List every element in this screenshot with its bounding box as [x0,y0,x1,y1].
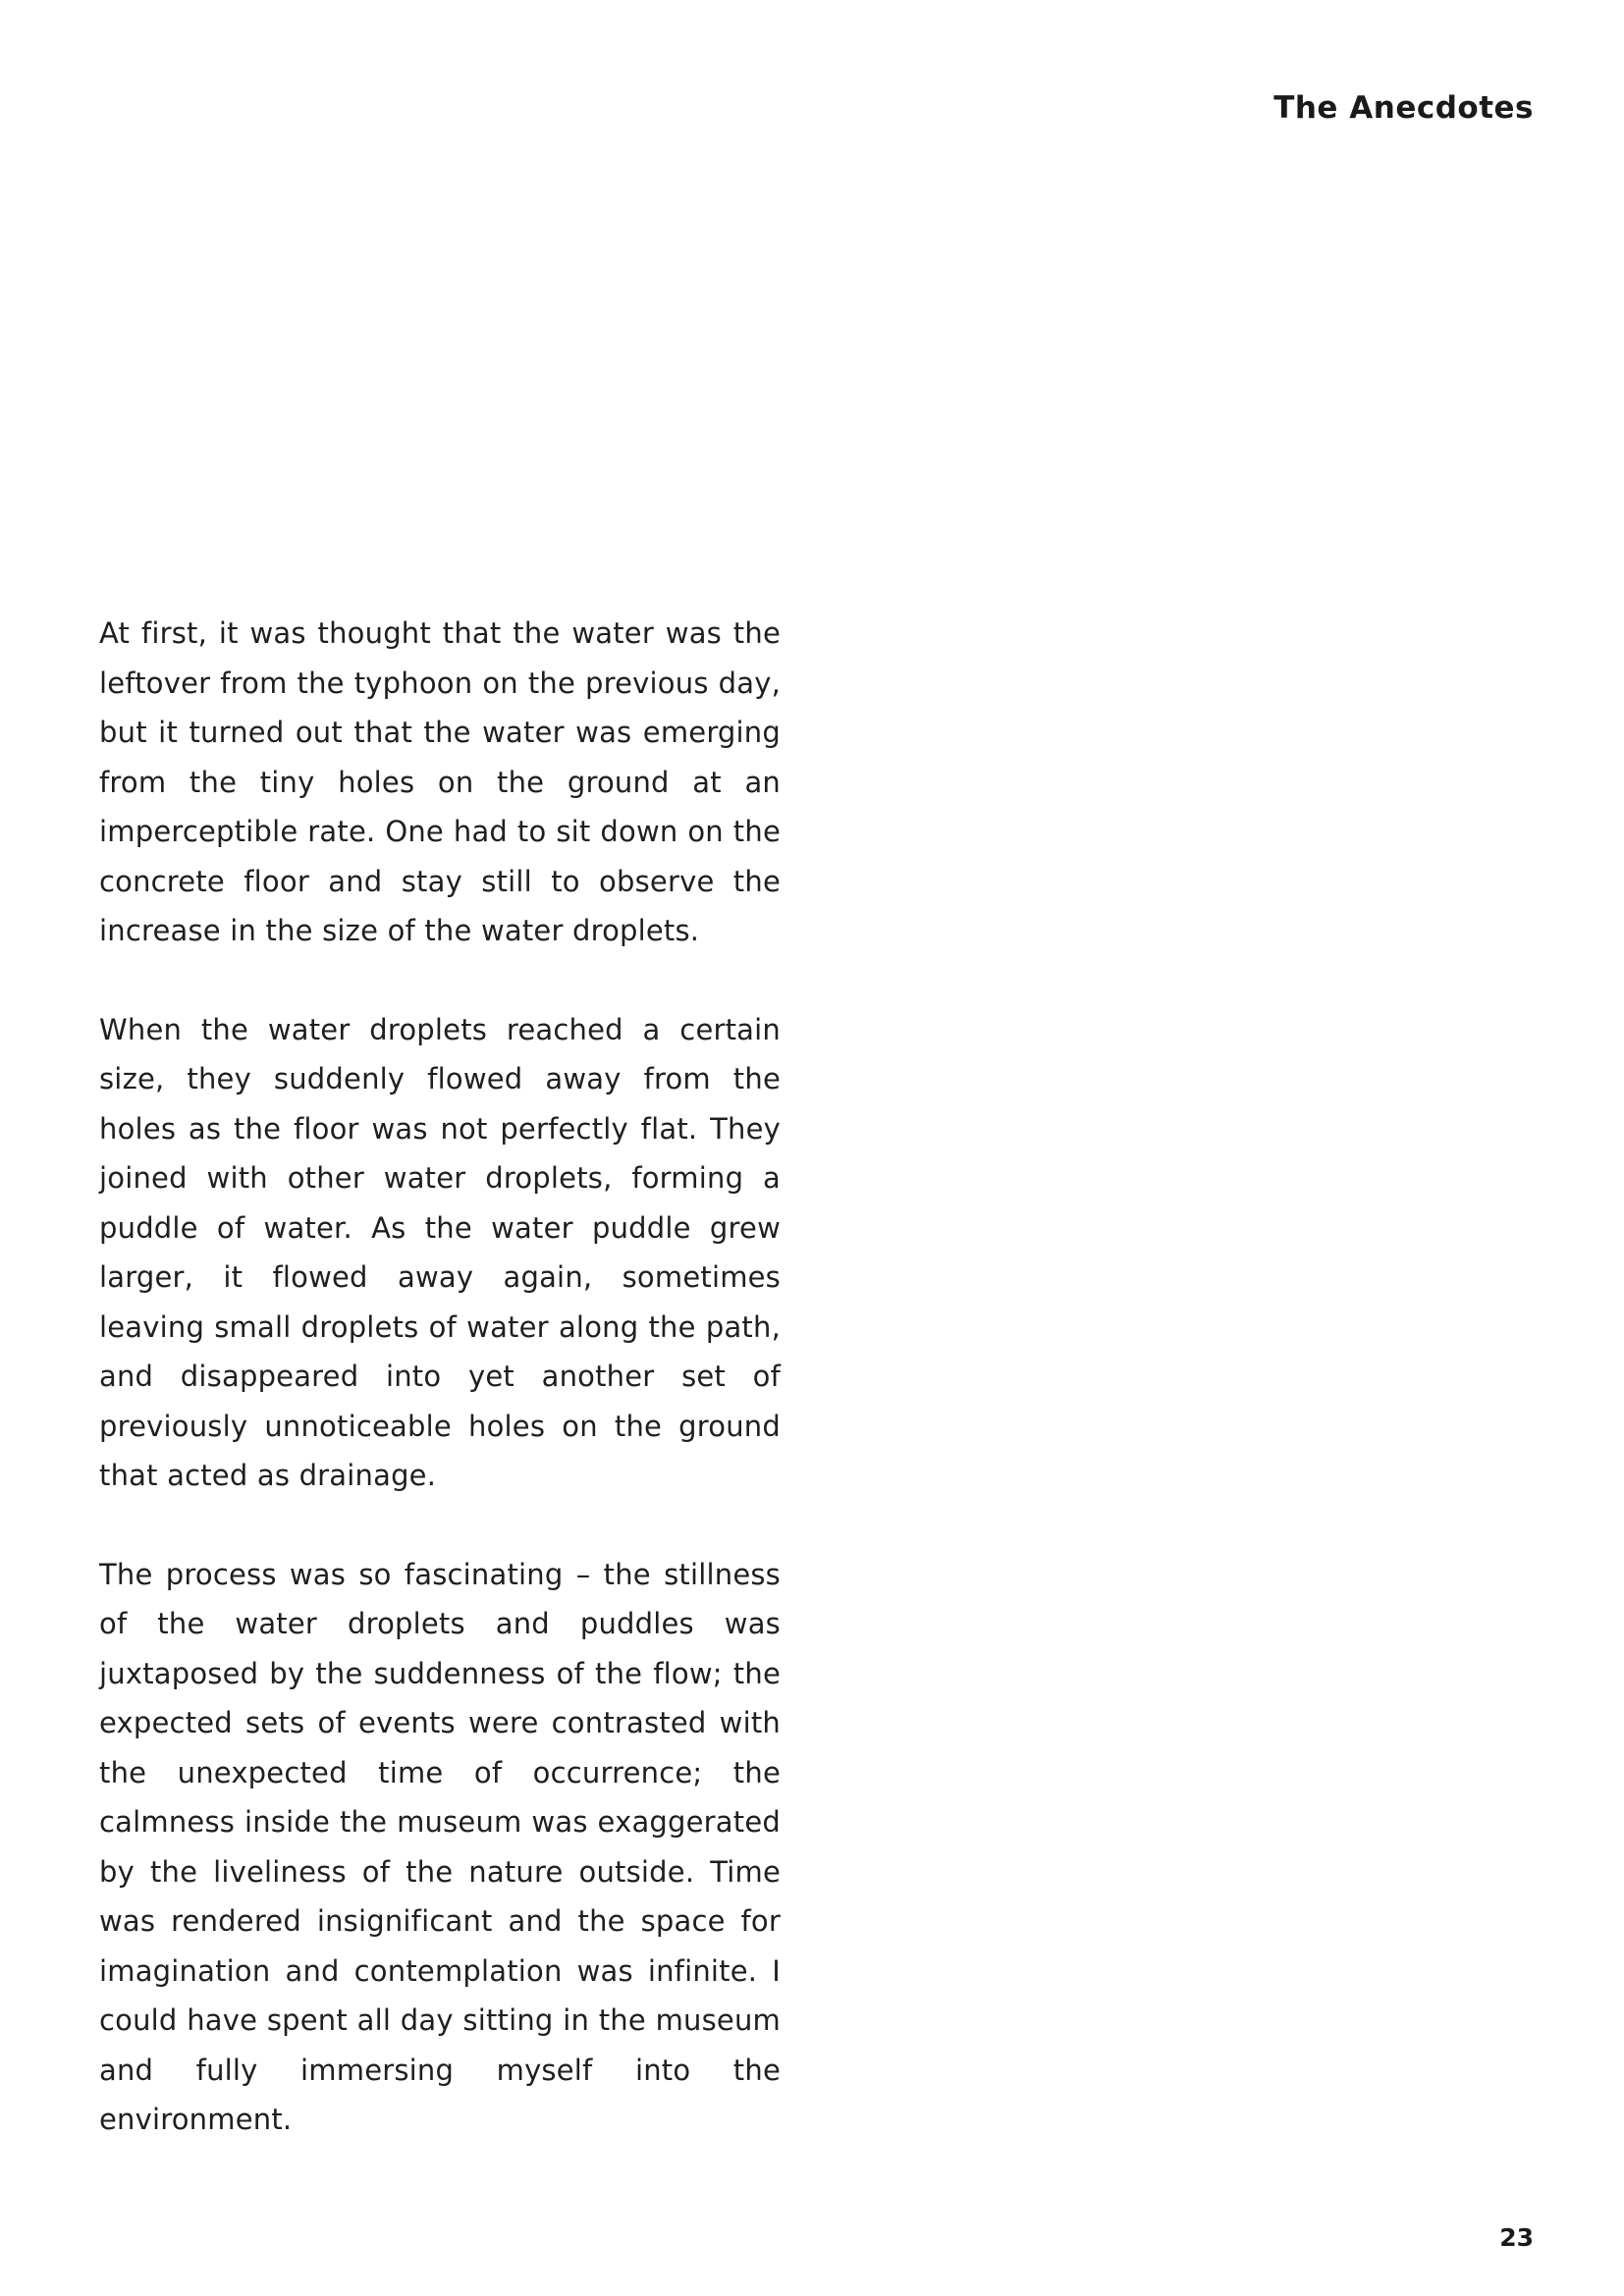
body-paragraph-1: At first, it was thought that the water was the leftover from the typhoon on the previous day, but it turned out that the water was emerging from the tiny holes on the ground at an imperceptible rate. One had to sit down on the concrete floor and stay still to observe the increase in the size of the water droplets. [99,616,781,947]
page-number: 23 [1499,2223,1534,2252]
section-header-title: The Anecdotes [1273,90,1534,126]
body-text-column [99,609,781,2145]
body-paragraph-3: The process was so fascinating – the stillness of the water droplets and puddles was juxtaposed by the suddenness of the flow; the expected sets of events were contrasted with the unexpected time of occurrence; the calmness inside the museum was exaggerated by the liveliness of the nature outside. Time was rendered insignificant and the space for imagination and contemplation was infinite. I could have spent all day sitting in the museum and fully immersing myself into the environment. [99,1557,781,2136]
body-paragraph-2: When the water droplets reached a certain size, they suddenly flowed away from the holes as the floor was not perfectly flat. They joined with other water droplets, forming a puddle of water. As the water puddle grew larger, it flowed away again, sometimes leaving small droplets of water along the path, and disappeared into yet another set of previously unnoticeable holes on the ground that acted as drainage. [99,1012,781,1492]
